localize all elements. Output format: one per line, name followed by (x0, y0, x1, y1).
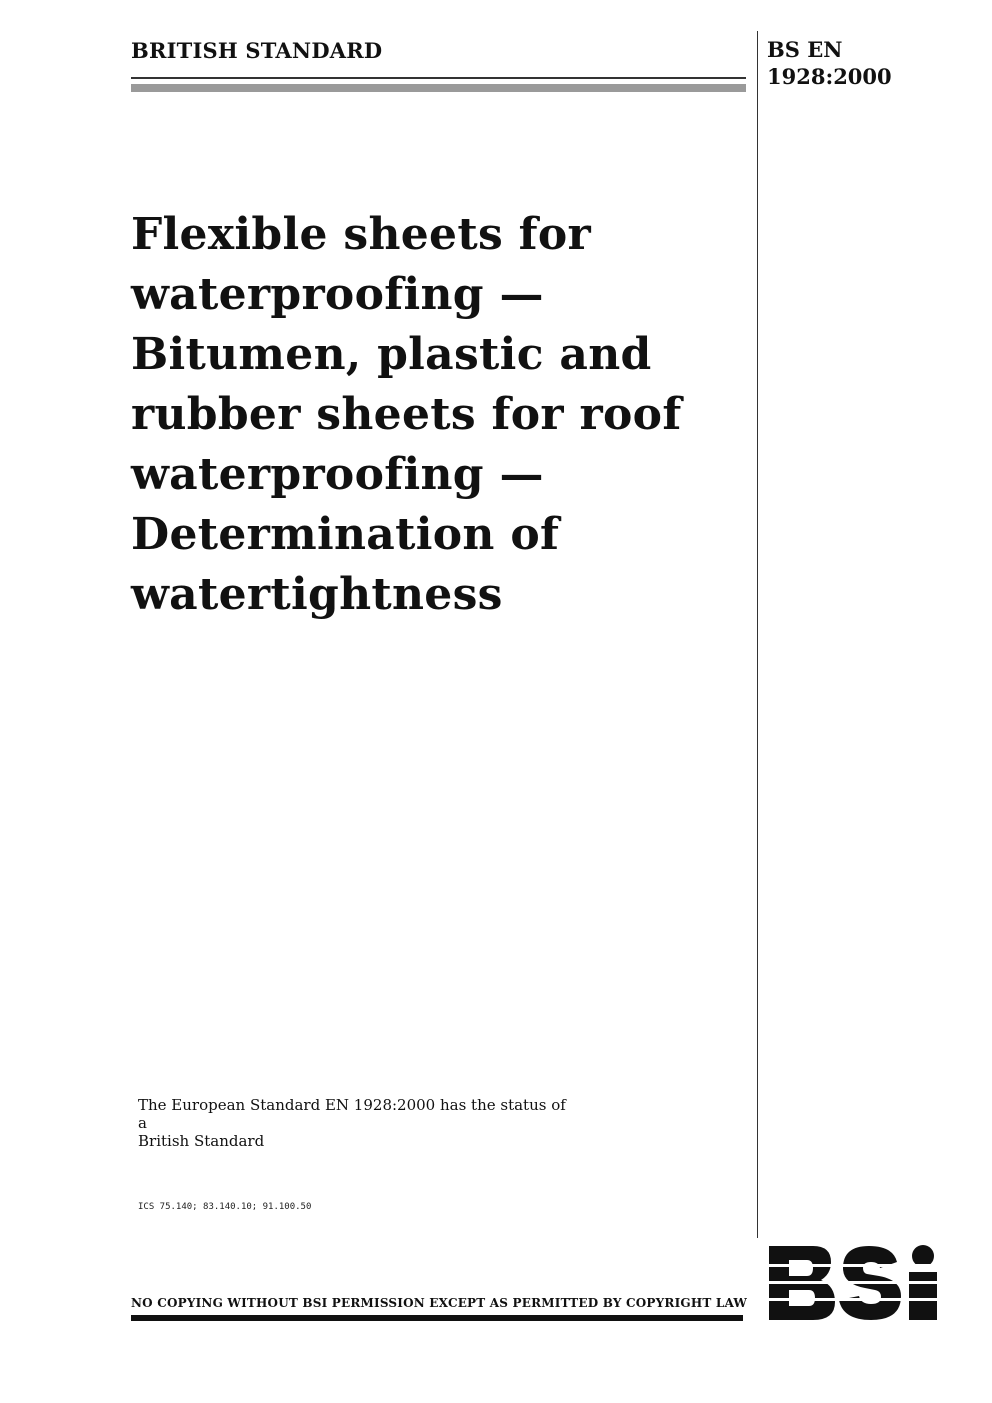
document-title (131, 205, 731, 625)
bsi-logo-mark (767, 1244, 941, 1322)
footer-rule (131, 1315, 743, 1321)
title-line: Bitumen, plastic and (131, 329, 652, 380)
title-line: waterproofing — (131, 269, 544, 320)
status-note (138, 1096, 578, 1150)
title-line: watertightness (131, 569, 503, 620)
standard-number-line-1: BS EN (767, 37, 843, 62)
status-note-line-2: British Standard (138, 1132, 265, 1150)
title-line: rubber sheets for roof (131, 389, 682, 440)
standard-number (767, 36, 892, 90)
status-note-line-1: The European Standard EN 1928:2000 has the status of a (138, 1096, 566, 1132)
title-line: Determination of (131, 509, 560, 560)
header-rule-grey (131, 84, 746, 92)
bsi-logo (767, 1244, 941, 1322)
header-rule-thin (131, 77, 746, 79)
standard-number-line-2: 1928:2000 (767, 64, 892, 89)
title-line: waterproofing — (131, 449, 544, 500)
title-line: Flexible sheets for (131, 209, 592, 260)
document-series-label: BRITISH STANDARD (131, 38, 383, 63)
copyright-notice: NO COPYING WITHOUT BSI PERMISSION EXCEPT AS PERMITTED BY COPYRIGHT LAW (131, 1296, 748, 1310)
ics-codes: ICS 75.140; 83.140.10; 91.100.50 (138, 1202, 312, 1212)
column-divider (757, 31, 758, 1238)
